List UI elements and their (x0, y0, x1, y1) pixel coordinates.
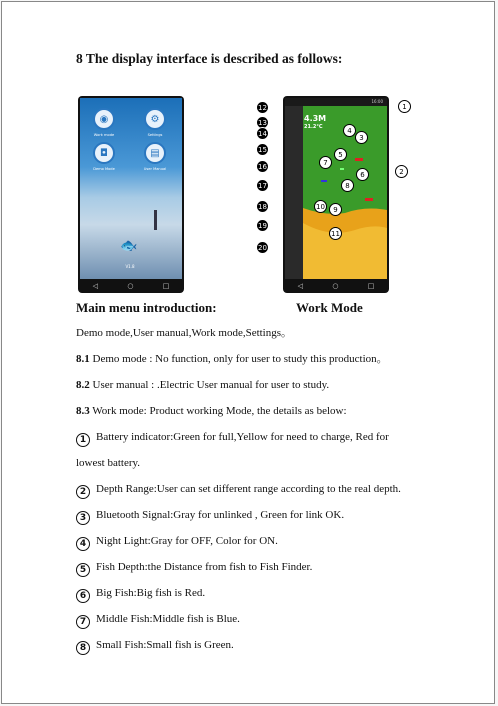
callout-7: 7 (319, 156, 332, 169)
item-text: Night Light:Gray for OFF, Color for ON. (96, 535, 278, 547)
item-6 (76, 586, 205, 603)
callout-3: 3 (355, 131, 368, 144)
item-3 (76, 508, 344, 525)
item-2 (76, 482, 401, 499)
callout-8: 8 (341, 179, 354, 192)
item-number: 3 (76, 511, 90, 525)
work-mode-screenshot (283, 96, 389, 293)
item-4 (76, 534, 278, 551)
home-icon[interactable]: ○ (332, 282, 339, 290)
item-text: Battery indicator:Green for full,Yellow for need to charge, Red for (96, 431, 389, 443)
callout-19: 19 (256, 219, 269, 232)
work-mode-caption: Work Mode (296, 300, 363, 315)
demo-mode-label: Demo Mode (93, 167, 115, 171)
main-menu-screen (80, 98, 182, 279)
main-menu-caption: Main menu introduction: (76, 300, 217, 315)
camera-icon[interactable]: ◘ (93, 142, 115, 164)
callout-18: 18 (256, 200, 269, 213)
section-text: User manual : .Electric User manual for user to study. (89, 379, 330, 391)
intro-line: Demo mode,User manual,Work mode,Settings。 (76, 327, 293, 339)
fish-logo-icon: 🐟 (120, 238, 138, 254)
work-mode-label: Work mode (93, 133, 115, 137)
section-text: Demo mode : No function, only for user to study this production。 (89, 353, 388, 365)
item-5 (76, 560, 312, 577)
main-menu-screenshot (78, 96, 184, 293)
gear-icon[interactable]: ⚙ (144, 108, 166, 130)
document-icon[interactable]: ▤ (144, 142, 166, 164)
section-8-2 (76, 378, 329, 392)
callout-12: 12 (256, 101, 269, 114)
callout-2: 2 (395, 165, 408, 178)
section-number: 8.1 (76, 353, 90, 365)
settings-label: Settings (147, 133, 163, 137)
status-bar (285, 98, 387, 106)
item-1 (76, 430, 389, 447)
item-1-cont: lowest battery. (76, 457, 141, 469)
item-number: 4 (76, 537, 90, 551)
recents-icon[interactable]: □ (367, 282, 375, 290)
home-icon[interactable]: ○ (127, 282, 134, 290)
android-navbar (78, 279, 184, 293)
user-manual-label: User Manual (143, 167, 167, 171)
item-text: Big Fish:Big fish is Red. (96, 587, 206, 599)
item-text: Middle Fish:Middle fish is Blue. (96, 613, 240, 625)
callout-6: 6 (356, 168, 369, 181)
callout-16: 16 (256, 160, 269, 173)
sonar-icon[interactable]: ◉ (93, 108, 115, 130)
item-number: 2 (76, 485, 90, 499)
temperature-readout: 21.2°C (304, 124, 323, 130)
back-icon[interactable]: ◁ (297, 282, 304, 290)
callout-10: 10 (314, 200, 327, 213)
item-number: 1 (76, 433, 90, 447)
section-number: 8.3 (76, 405, 90, 417)
item-number: 7 (76, 615, 90, 629)
status-time: 16:00 (371, 99, 383, 104)
sonar-screen (285, 98, 387, 279)
section-number: 8.2 (76, 379, 90, 391)
android-navbar-work (283, 279, 389, 293)
section-8-1 (76, 352, 388, 366)
item-text: Bluetooth Signal:Gray for unlinked , Green for link OK. (96, 509, 345, 521)
fisherman-figure (154, 210, 157, 230)
callout-20: 20 (256, 241, 269, 254)
callout-1: 1 (398, 100, 411, 113)
version-text: V1.8 (125, 264, 135, 269)
section-text: Work mode: Product working Mode, the details as below: (89, 405, 347, 417)
callout-14: 14 (256, 127, 269, 140)
callout-9: 9 (329, 203, 342, 216)
side-toolbar (285, 106, 303, 279)
item-number: 5 (76, 563, 90, 577)
recents-icon[interactable]: □ (162, 282, 170, 290)
item-text: Depth Range:User can set different range according to the real depth. (96, 483, 401, 495)
item-8 (76, 638, 234, 655)
depth-readout: 4.3M (304, 114, 327, 123)
item-number: 6 (76, 589, 90, 603)
item-number: 8 (76, 641, 90, 655)
item-text: Small Fish:Small fish is Green. (96, 639, 234, 651)
callout-11: 11 (329, 227, 342, 240)
callout-15: 15 (256, 143, 269, 156)
section-8-3 (76, 404, 347, 418)
callout-4: 4 (343, 124, 356, 137)
back-icon[interactable]: ◁ (92, 282, 99, 290)
item-text: Fish Depth:the Distance from fish to Fish Finder. (96, 561, 313, 573)
callout-5: 5 (334, 148, 347, 161)
callout-17: 17 (256, 179, 269, 192)
page-heading: 8 The display interface is described as follows: (76, 51, 343, 66)
item-7 (76, 612, 240, 629)
callout-13: 13 (256, 116, 269, 129)
